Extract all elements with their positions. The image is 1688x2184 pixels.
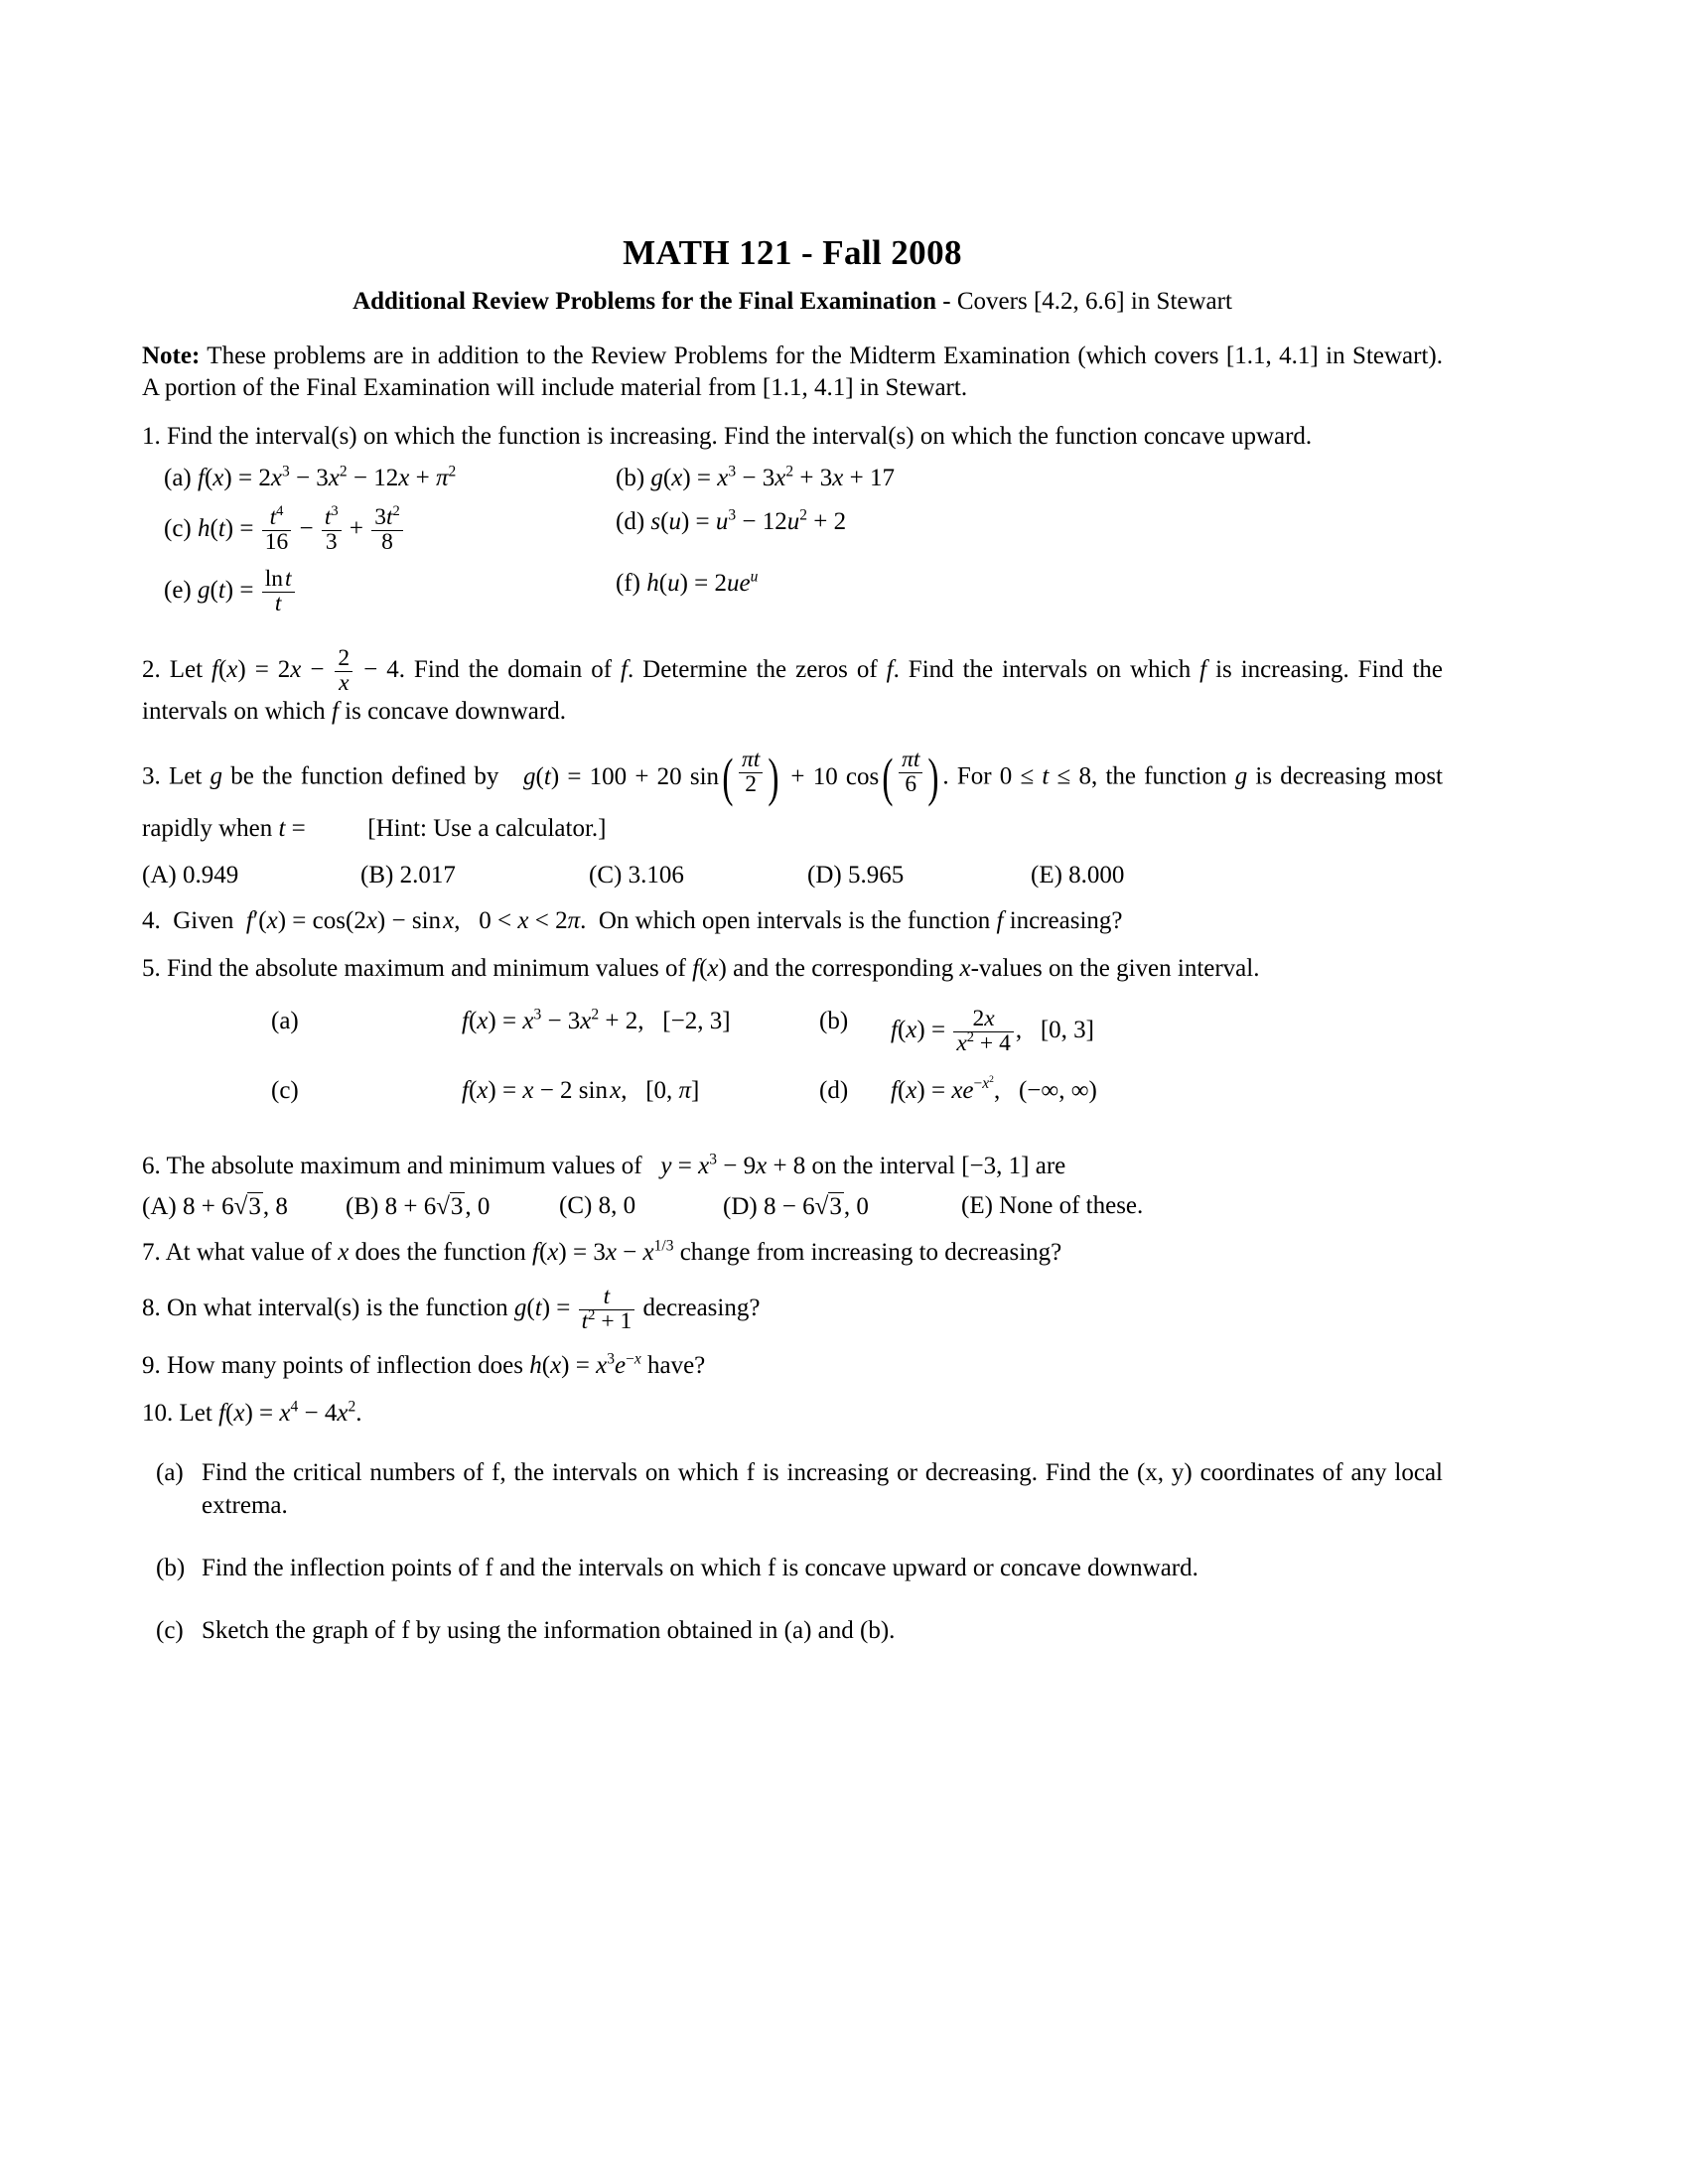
problem-5-row-ab: [142, 1005, 1443, 1077]
problem-1-row-cd: [142, 502, 1443, 568]
choice-6a[interactable]: (A) 8 + 6√3, 8: [142, 1193, 288, 1221]
label-10c: (c): [156, 1616, 184, 1644]
problem-7-statement: 7. At what value of x does the function $f(x) = 3x - x^{1/3}$ change from increasing to decreasing?: [142, 1237, 1062, 1267]
problem-1-item-e: (e) g(t) = $\frac{\text{ln t}}{t}$: [164, 577, 297, 604]
label-5a: (a): [271, 1007, 299, 1034]
fraction-t3-3: $\frac{t^3}{3}$: [322, 506, 342, 555]
problem-1-item-c: (c) h(t) = $\frac{t^4}{16}$ − $\frac{t^3}{3}$ + $\frac{3t^2}{8}$: [164, 515, 405, 542]
problem-10-parts: [142, 1456, 1443, 1647]
label-e: (e): [164, 576, 192, 604]
choice-6c[interactable]: (C) 8, 0: [559, 1192, 636, 1220]
problem-1-item-d: (d) $s(u) = u^3 - 12u^2 + 2$: [616, 506, 847, 535]
problem-1-row-ab: [142, 463, 1443, 506]
fraction-pit-6: $\frac{\pi t}{6}$: [899, 749, 922, 797]
fraction-3t2-8: $\frac{3t^2}{8}$: [371, 506, 403, 555]
paren-group-2: ( $\frac{\pi t}{6}$ ): [882, 747, 939, 808]
problem-10-part-b-text: Find the inflection points of f and the intervals on which f is concave upward or concave downward.: [202, 1554, 1198, 1581]
problem-3-statement: 3. Let g be the function defined by g(t) = 100 + 20 sin( $\frac{\pi t}{2}$ ) + 10 cos( $\frac{\pi t}{6}$ ) . For 0 ≤ t ≤ 8, the function g is decreasing most rapidly when t = [Hint: Use a calculator.]: [142, 744, 1443, 845]
problem-5-item-c: f(x) = x − 2 sin x, [0, π]: [462, 1076, 700, 1104]
fraction-t-t2p1: $\frac{t}{t^2 + 1}$: [579, 1286, 635, 1334]
problem-1-item-a: (a) $f(x) = 2x^3 - 3x^2 - 12x + \pi^2$: [164, 463, 457, 491]
note-text: These problems are in addition to the Review Problems for the Midterm Examination (which covers [1.1, 4.1] in Stewart). A portion of the Final Examination will include material from [1.1, 4.1] in Stewart.: [142, 341, 1443, 401]
choice-e[interactable]: (E) 8.000: [1031, 861, 1125, 888]
problem-8-statement: 8. On what interval(s) is the function g(t) = $\frac{t}{t^2 + 1}$ decreasing?: [142, 1283, 761, 1334]
problem-5-item-d: $f(x) = xe^{-x^2}$, (−∞, ∞): [891, 1074, 1097, 1104]
label-b: (b): [616, 465, 645, 491]
problem-9-statement: 9. How many points of inflection does $h(x) = x^3e^{-x}$ have?: [142, 1350, 706, 1379]
problem-6-statement: 6. The absolute maximum and minimum values of $y = x^3 - 9x + 8$ on the interval [−3, 1] are: [142, 1151, 1066, 1179]
problem-5-item-b: f(x) = $\frac{2x}{x^2 + 4}$ , [0, 3]: [891, 1005, 1094, 1056]
problem-5-item-a: $f(x) = x^3 - 3x^2 + 2$, [−2, 3]: [462, 1006, 731, 1034]
list-item: [142, 1456, 1443, 1522]
list-item: [142, 1614, 1443, 1647]
choice-6e[interactable]: (E) None of these.: [961, 1192, 1144, 1220]
problem-6-choices: [142, 1192, 1443, 1221]
problem-1-statement: 1. Find the interval(s) on which the function is increasing. Find the interval(s) on which the function concave upward.: [142, 422, 1313, 450]
problem-3-choices: [142, 862, 1443, 889]
problem-4-statement: 4. Given f′(x) = cos(2x) − sin x, 0 < x < 2π. On which open intervals is the function f increasing?: [142, 906, 1123, 934]
choice-b[interactable]: (B) 2.017: [360, 861, 456, 888]
label-c: (c): [164, 514, 192, 542]
page-subtitle: [142, 287, 1443, 317]
problem-1-item-b: (b) $g(x) = x^3 - 3x^2 + 3x + 17$: [616, 463, 895, 491]
problem-3-hint: [Hint: Use a calculator.]: [367, 815, 607, 843]
choice-a[interactable]: (A) 0.949: [142, 861, 239, 888]
label-5c: (c): [271, 1076, 299, 1104]
choice-d[interactable]: (D) 5.965: [807, 861, 905, 888]
problem-10-part-c-text: Sketch the graph of f by using the information obtained in (a) and (b).: [202, 1616, 896, 1644]
problem-2-statement: 2. Let f(x) = 2x − $\frac{2}{x}$ − 4. Find the domain of f. Determine the zeros of f. Find the intervals on which f is increasing. Find the intervals on which f is concave downward.: [142, 645, 1444, 725]
fraction-2-x: $\frac{2}{x}$: [335, 647, 352, 696]
problem-1-row-ef: [142, 568, 1443, 629]
problem-10-statement: 10. Let $f(x) = x^4 - 4x^2$.: [142, 1398, 362, 1428]
label-f: (f): [616, 570, 640, 597]
problem-1-items: [142, 463, 1443, 629]
problem-1-item-f: (f) $h(u) = 2ue^u$: [616, 568, 759, 597]
fraction-2x-x2p4: $\frac{2x}{x^2 + 4}$: [953, 1008, 1013, 1056]
label-10a: (a): [156, 1458, 184, 1486]
choice-c[interactable]: (C) 3.106: [589, 861, 684, 888]
label-a: (a): [164, 465, 192, 491]
paren-group-1: ( $\frac{\pi t}{2}$ ): [722, 747, 779, 808]
label-5d: (d): [819, 1076, 849, 1104]
choice-6d[interactable]: (D) 8 − 6√3, 0: [723, 1193, 869, 1221]
note-paragraph: [142, 341, 1443, 405]
choice-6b[interactable]: (B) 8 + 6√3, 0: [346, 1193, 491, 1221]
problem-5-items: [142, 1005, 1443, 1125]
fraction-t4-16: $\frac{t^4}{16}$: [262, 506, 292, 555]
label-5b: (b): [819, 1007, 849, 1034]
problem-10-part-a-text: Find the critical numbers of f, the intervals on which f is increasing or decreasing. Find the (x, y) coordinates of any local extrema.: [202, 1458, 1443, 1519]
fraction-pit-2: $\frac{\pi t}{2}$: [739, 749, 763, 797]
subtitle-rest-part: - Covers [4.2, 6.6] in Stewart: [936, 287, 1232, 315]
document-body: [142, 234, 1443, 1677]
problem-5-statement: 5. Find the absolute maximum and minimum values of f(x) and the corresponding x-values on the given interval.: [142, 955, 1260, 983]
note-label: Note:: [142, 341, 201, 369]
page-title: MATH 121 - Fall 2008: [623, 233, 962, 272]
problem-5-row-cd: [142, 1074, 1443, 1125]
fraction-lnt-t: $\frac{\text{ln t}}{t}$: [262, 568, 295, 616]
label-10b: (b): [156, 1554, 186, 1581]
label-d: (d): [616, 508, 645, 535]
list-item: [142, 1552, 1443, 1584]
subtitle-bold-part: Additional Review Problems for the Final Examination: [352, 287, 937, 315]
